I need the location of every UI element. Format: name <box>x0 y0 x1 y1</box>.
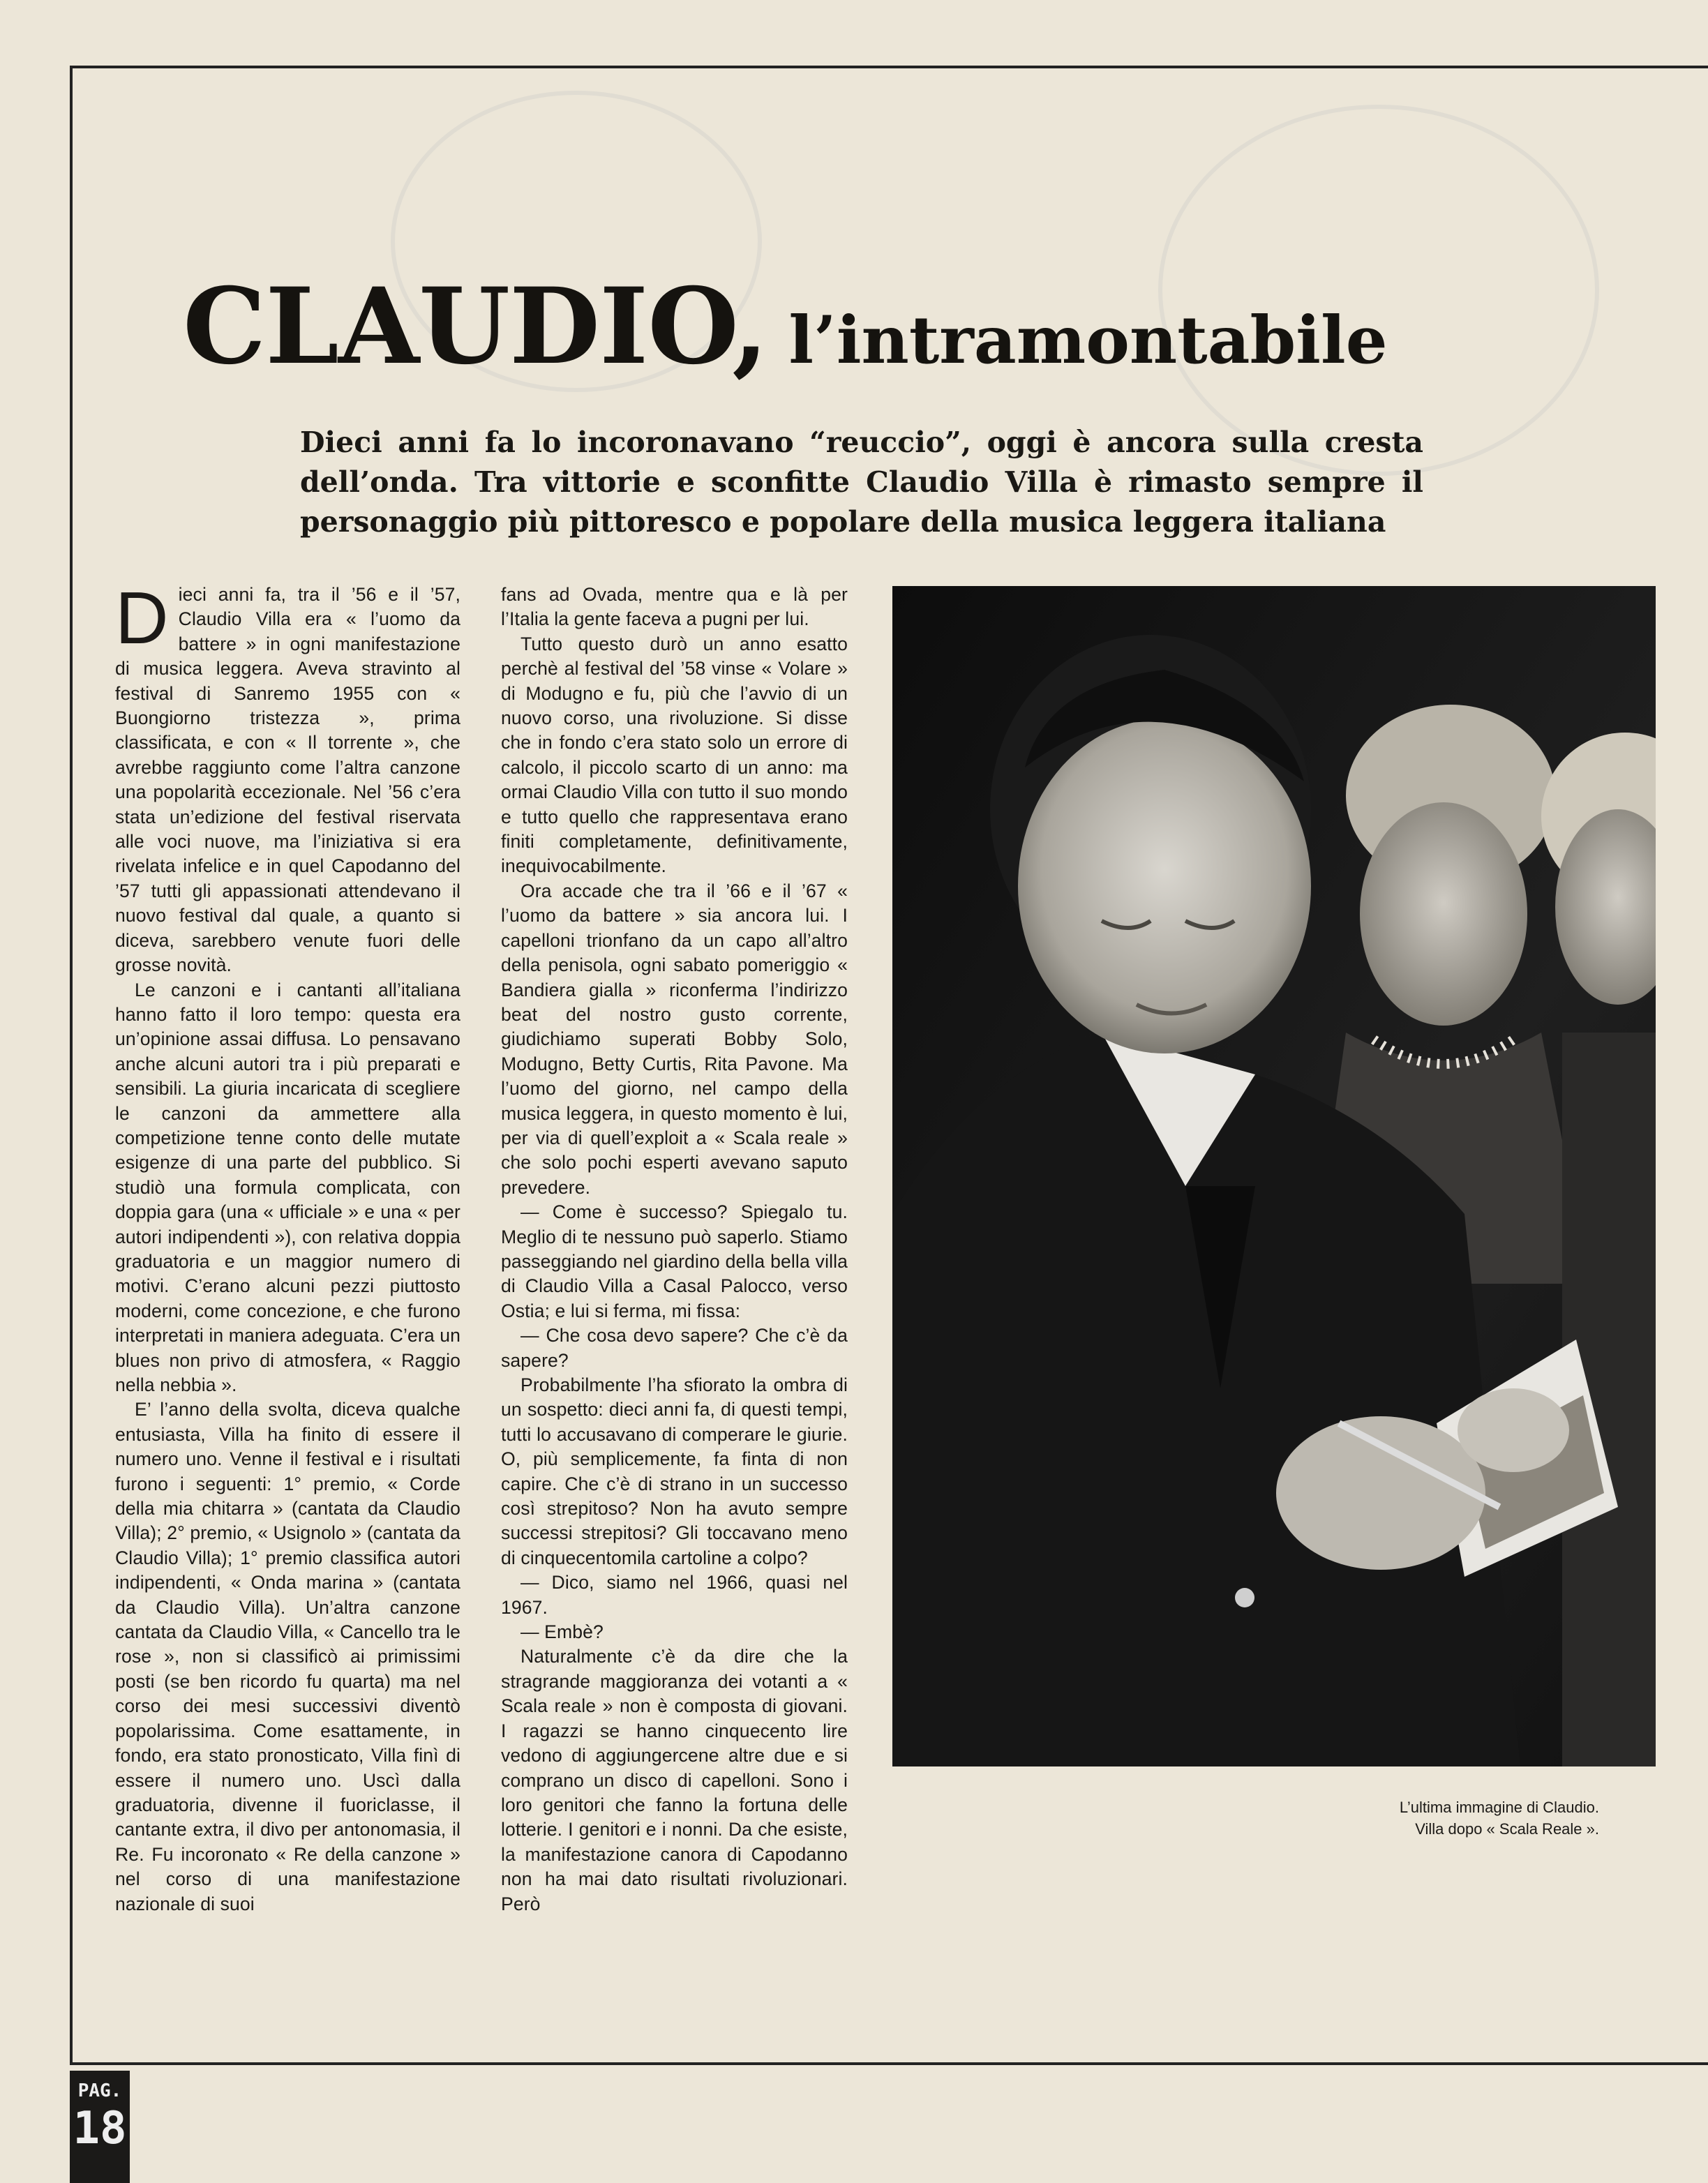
caption-line: Villa dopo « Scala Reale ». <box>1415 1820 1599 1838</box>
headline <box>183 265 1620 388</box>
drop-cap: D <box>115 577 169 659</box>
headline-rest: l’intramontabile <box>788 302 1388 379</box>
article-paragraph: Tutto questo durò un anno esatto perchè al festival del ’58 vinse « Volare » di Modugno e fu, più che l’avvio di un nuovo corso, una rivoluzione. Si disse che in fondo c’era stato solo un errore di calcolo, il piccolo scarto di un anno: ma ormai Claudio Villa con tutto il suo mondo e tutto quello che rappresentava erano finiti completamente, definitivamente, inequivocabilmente. <box>501 633 848 877</box>
page-label: PAG. <box>77 2080 122 2101</box>
page-number: 18 <box>73 2103 127 2154</box>
article-paragraph: — Che cosa devo sapere? Che c’è da sapere? <box>501 1325 848 1371</box>
article-paragraph: Ora accade che tra il ’66 e il ’67 « l’uomo da battere » sia ancora lui. I capelloni trionfano da un capo all’altro della penisola, ogni sabato pomeriggio « Bandiera gialla » riconferma l’indirizzo beat del nostro gusto corrente, giudichiamo superati Bobby Solo, Modugno, Betty Curtis, Rita Pavone. Ma l’uomo del giorno, nel campo della musica leggera, in questo momento è lui, per via di quell’exploit a « Scala reale » che solo pochi esperti avevano saputo prevedere. <box>501 880 848 1198</box>
photo-illustration <box>892 586 1656 1766</box>
article-paragraph: Dieci anni fa, tra il ’56 e il ’57, Claudio Villa era « l’uomo da battere » in ogni manifestazione di musica leggera. Aveva stravinto al festival di Sanremo 1955 con « Buongiorno tristezza », prima classificata, e con « Il torrente », che avrebbe raggiunto come l’altra canzone una popolarità eccezionale. Nel ’56 c’era stata un’edizione del festival riservata alle voci nuove, ma l’iniziativa si era rivelata infelice e in quel Capodanno del ’57 tutti gli appassionati attendevano il nuovo festival dal quale, a quanto si diceva, sarebbero venute fuori delle grosse novità. <box>115 577 460 976</box>
article-paragraph: Naturalmente c’è da dire che la stragrande maggioranza dei votanti a « Scala reale » non è composta di giovani. I ragazzi se hanno cinquecento lire vedono di aggiungercene altre due e si comprano un disco di capelloni. Sono i loro genitori che fanno la fortuna delle lotterie. I genitori e i nonni. Da che esiste, la manifestazione canora di Capodanno non ha mai dato risultati rivoluzionari. Però <box>501 1646 848 1914</box>
article-column-1 <box>115 577 461 1916</box>
article-paragraph: Le canzoni e i cantanti all’italiana hanno fatto il loro tempo: questa era un’opinione assai diffusa. Lo pensavano anche alcuni autori tra i più preparati e sensibili. La giuria incaricata di scegliere le canzoni da ammettere alla competizione tenne conto delle mutate esigenze di una parte del pubblico. Si studiò una formula complicata, con doppia gara (una « ufficiale » e una « per autori indipendenti »), con relativa doppia graduatoria e un maggior numero di motivi. C’erano alcuni pezzi piuttosto moderni, come concezione, e che furono interpretati in maniera adeguata. C’era un blues non privo di atmosfera, « Raggio nella nebbia ». <box>115 979 461 1395</box>
photo-claudio-villa <box>892 586 1656 1766</box>
article-paragraph: Probabilmente l’ha sfiorato la ombra di un sospetto: dieci anni fa, di questi tempi, tutti lo accusavano di comperare le giurie. O, più semplicemente, fa finta di non capire. Che c’è di strano in un successo così strepitoso? Non ha avuto sempre successi strepitosi? Gli toccavano meno di cinquecentomila cartoline a colpo? <box>501 1374 848 1568</box>
caption-line: L’ultima immagine di Claudio. <box>1399 1799 1599 1816</box>
article-paragraph: — Come è successo? Spiegalo tu. Meglio di te nessuno può saperlo. Stiamo passeggiando nel giardino della bella villa di Claudio Villa a Casal Palocco, verso Ostia; e lui si ferma, mi fissa: <box>501 1201 848 1321</box>
page-number-tag <box>70 2071 130 2183</box>
subtitle: Dieci anni fa lo incoronavano “reuccio”, oggi è ancora sulla cresta dell’onda. Tra vittorie e sconfitte Claudio Villa è rimasto sempre il personaggio più pittoresco e popolare della musica leggera italiana <box>300 426 1423 539</box>
article-paragraph: fans ad Ovada, mentre qua e là per l’Italia la gente faceva a pugni per lui. <box>501 584 848 630</box>
article-paragraph: — Embè? <box>520 1621 604 1643</box>
photo-caption <box>1312 1796 1599 1840</box>
headline-main: CLAUDIO, <box>183 265 768 388</box>
article-paragraph: E’ l’anno della svolta, diceva qualche entusiasta, Villa ha finito di essere il numero uno. Venne il festival e i risultati furono i seguenti: 1° premio, « Corde della mia chitarra » (cantata da Claudio Villa); 2° premio, « Usignolo » (cantata da Claudio Villa); 1° premio classifica autori indipendenti, « Onda marina » (cantata da Claudio Villa). Un’altra canzone cantata da Claudio Villa, « Cancello tra le rose », non si classificò ai primissimi posti (se ben ricordo fu quarta) ma nel corso dei mesi successivi diventò popolarissima. Come esattamente, in fondo, era stato pronosticato, Villa finì di essere il numero uno. Uscì dalla graduatoria, divenne il fuoriclasse, il cantante extra, il divo per antonomasia, il Re. Fu incoronato « Re della canzone » nel corso di una manifestazione nazionale di suoi <box>115 1399 460 1914</box>
article-paragraph: — Dico, siamo nel 1966, quasi nel 1967. <box>501 1572 848 1618</box>
article-column-2 <box>501 583 848 1916</box>
